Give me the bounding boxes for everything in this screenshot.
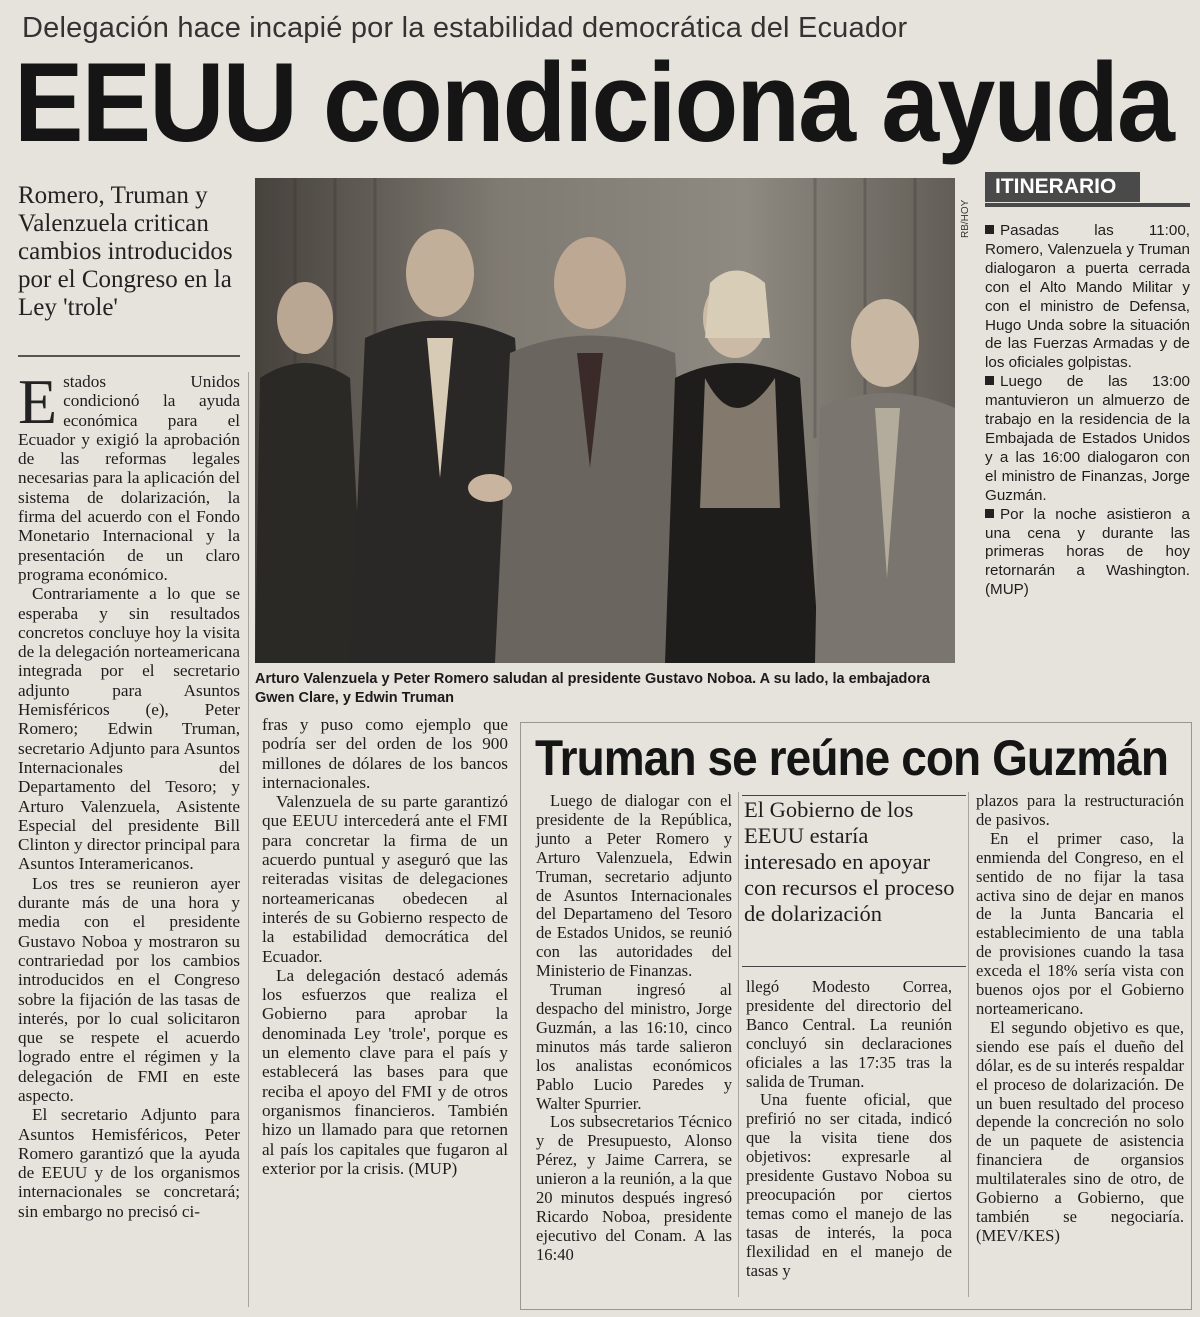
related-column-3 [976, 792, 1184, 1246]
related-story-headline: Truman se reúne con Guzmán [535, 730, 1169, 786]
column-divider [248, 372, 249, 1307]
related-paragraph: Una fuente oficial, que prefirió no ser citada, indicó que la visita tiene dos objetivos: expresarle al presidente Gustavo Noboa su preocupación por ciertos temas como el manejo de las tasas de interés, la poca flexilidad en el manejo de tasas y [746, 1090, 952, 1280]
itinerary-item [985, 373, 1190, 505]
itinerary-item-text: Por la noche asistieron a una cena y durante las primeras horas de hoy retornarán a Washington. (MUP) [985, 505, 1190, 599]
bullet-square-icon [985, 225, 994, 234]
headline: EEUU condiciona ayuda [14, 40, 1174, 165]
itinerary-item-text: Luego de las 13:00 mantuvieron un almuerzo de trabajo en la residencia de la Embajada de Estados Unidos y a las 16:00 dialogaron con el ministro de Finanzas, Jorge Guzmán. [985, 373, 1190, 504]
related-paragraph: Truman ingresó al despacho del ministro, Jorge Guzmán, a las 16:10, cinco minutos más tarde salieron los analistas económicos Pablo Lucio Paredes y Walter Spurrier. [536, 980, 732, 1113]
photo-caption: Arturo Valenzuela y Peter Romero saludan al presidente Gustavo Noboa. A su lado, la embajadora Gwen Clare, y Edwin Truman [255, 671, 930, 706]
deck-divider [18, 355, 240, 357]
related-paragraph: Los subsecretarios Técnico y de Presupuesto, Alonso Pérez, y Jaime Carrera, se unieron a la reunión, a la que 20 minutos después ingresó Ricardo Noboa, presidente ejecutivo del Conam. A las 16:40 [536, 1112, 732, 1264]
bullet-square-icon [985, 509, 994, 518]
kicker: Delegación hace incapié por la estabilidad democrática del Ecuador [22, 12, 908, 44]
related-column-2 [746, 978, 952, 1281]
article-column-2 [262, 715, 508, 1178]
article-lead-paragraph [18, 366, 240, 584]
itinerary-tag: ITINERARIO [985, 172, 1140, 202]
article-lead-text: stados Unidos condicionó la ayuda económica para el Ecuador y exigió la aprobación de las reformas legales necesarias para la aplicación del sistema de dolarización, la firma del acuerdo con el Fondo Monetario Internacional y la presentación de un claro programa económico. [18, 372, 240, 584]
bullet-square-icon [985, 376, 994, 385]
pullquote-rule-bottom [742, 966, 966, 967]
article-column-1 [18, 366, 240, 1221]
article-paragraph: Valenzuela de su parte garantizó que EEUU intercederá ante el FMI para concretar la firma de un acuerdo puntual y aseguró que las reiteradas visitas de delegaciones norteamericanas obedecen al interés de su Gobierno respecto de la estabilidad democrática del Ecuador. [262, 792, 508, 966]
related-paragraph: llegó Modesto Correa, presidente del directorio del Banco Central. La reunión concluyó sin declaraciones oficiales a las 17:35 tras la salida de Truman. [746, 977, 952, 1091]
itinerary-item-text: Pasadas las 11:00, Romero, Valenzuela y Truman dialogaron a puerta cerrada con el Alto Mando Militar y con el ministro de Defensa, Hugo Unda sobre la situación de las Fuerzas Armadas y de los oficiales golpistas. [985, 222, 1190, 372]
pullquote: El Gobierno de los EEUU estaría interesado en apoyar con recursos el proceso de dolarización [744, 797, 955, 926]
related-paragraph: plazos para la restructuración de pasivos. [976, 791, 1184, 829]
article-paragraph: fras y puso como ejemplo que podría ser del orden de los 900 millones de dólares de los bancos internacionales. [262, 715, 508, 792]
article-paragraph: Contrariamente a lo que se esperaba y sin resultados concretos concluye hoy la visita de la delegación norteamericana integrada por el secretario adjunto para Asuntos Hemisféricos (e), Peter Romero; Edwin Truman, secretario Adjunto para Asuntos Internacionales del Departamento del Tesoro; y Arturo Valenzuela, Asistente Especial del presidente Bill Clinton y director principal para Asuntos Interamericanos. [18, 584, 240, 874]
article-paragraph: Los tres se reunieron ayer durante más de una hora y media con el presidente Gustavo Noboa y mostraron su contrariedad por los cambios introducidos en el Congreso sobre la fijación de las tasas de interés, por lo cual solicitaron que se respete el acuerdo logrado entre el régimen y la delegación de FMI en este aspecto. [18, 873, 240, 1105]
related-paragraph: Luego de dialogar con el presidente de la República, junto a Peter Romero y Arturo Valenzuela, Edwin Truman, secretario adjunto de Asuntos Internacionales del Departameno del Tesoro de Estados Unidos, se reunió con las autoridades del Ministerio de Finanzas. [536, 791, 732, 981]
dropcap: E [18, 366, 58, 437]
column-divider [968, 792, 969, 1297]
deck: Romero, Truman y Valenzuela critican cambios introducidos por el Congreso en la Ley 'trole' [18, 182, 233, 321]
photo-illustration [255, 178, 955, 663]
itinerary-list [985, 222, 1190, 600]
related-paragraph: El segundo objetivo es que, siendo ese país el dueño del dólar, es de su interés respaldar el proceso de dolarización. De un buen resultado del proceso depende la concreción no solo de un paquete de asistencia financiera de organsios multilaterales sino de otro, de Gobierno a Gobierno, que también se negociaría.(MEV/KES) [976, 1017, 1184, 1245]
news-photo [255, 178, 955, 663]
article-paragraph: El secretario Adjunto para Asuntos Hemisféricos, Peter Romero garantizó que la ayuda de EEUU y de los organismos internacionales se concretará; sin embargo no precisó ci- [18, 1105, 240, 1221]
related-column-1 [536, 792, 732, 1265]
itinerary-rule [985, 203, 1190, 207]
itinerary-item [985, 222, 1190, 373]
related-paragraph: En el primer caso, la enmienda del Congreso, en el sentido de no fijar la tasa activa sino de dejar en manos de la Junta Bancaria el establecimiento de una tabla de provisiones cuando la tasa exceda el 18% sería vista con buenos ojos por el Gobierno norteamericano. [976, 828, 1184, 1018]
photo-credit: RB/HOY [960, 199, 971, 238]
column-divider [738, 792, 739, 1297]
itinerary-item [985, 506, 1190, 601]
pullquote-rule-top [742, 795, 966, 796]
article-paragraph: La delegación destacó además los esfuerzos que realiza el Gobierno para aprobar la denominada Ley 'trole', porque es un elemento clave para el país y establecerá las bases para que reciba el apoyo del FMI y de otros organismos financieros. También hizo un llamado para que retornen al país los capitales que fugaron al exterior por la crisis. (MUP) [262, 965, 508, 1178]
